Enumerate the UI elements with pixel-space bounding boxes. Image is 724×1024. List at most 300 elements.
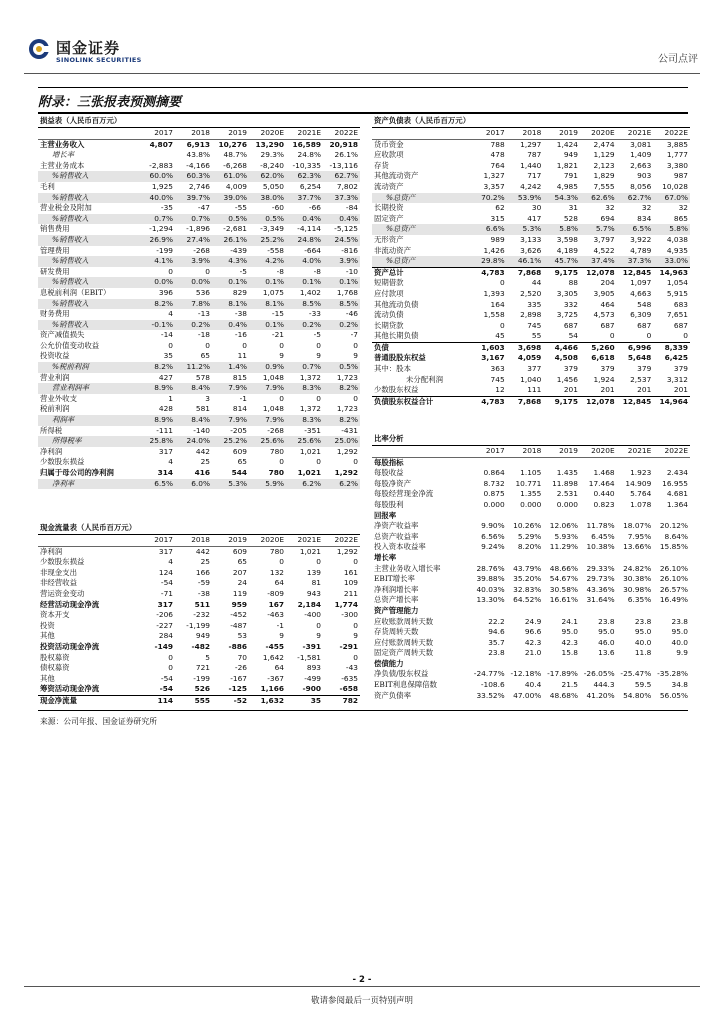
row-value bbox=[507, 553, 544, 564]
row-value: 1.468 bbox=[593, 468, 615, 478]
row-value: 511 bbox=[194, 599, 210, 609]
row-value: 64 bbox=[274, 663, 284, 673]
row-label: 现金净流量 bbox=[38, 695, 138, 706]
row-value: 14,963 bbox=[653, 267, 690, 278]
row-value: -4,114 bbox=[297, 224, 321, 234]
table-row bbox=[372, 606, 690, 617]
row-value: 1,040 bbox=[520, 374, 542, 384]
row-value: 16.49% bbox=[659, 595, 688, 605]
row-value: 6.0% bbox=[175, 479, 212, 490]
row-value: 687 bbox=[637, 320, 652, 330]
row-label: 息税前利润（EBIT） bbox=[40, 287, 111, 297]
row-label: 应收账款周转天数 bbox=[374, 616, 434, 626]
row-value: -227 bbox=[156, 620, 173, 630]
row-value: -199 bbox=[193, 673, 210, 683]
row-value: 24.8% bbox=[286, 235, 323, 246]
row-label: 其他流动资产 bbox=[374, 171, 419, 181]
year-header-blank bbox=[372, 446, 470, 458]
row-value: 0.864 bbox=[483, 468, 505, 478]
row-value: 427 bbox=[158, 372, 173, 382]
row-value: 2,746 bbox=[188, 181, 210, 191]
row-value: -111 bbox=[156, 425, 173, 435]
row-value: 6,254 bbox=[299, 181, 321, 191]
row-value: 7,868 bbox=[507, 396, 544, 407]
row-value: 14,964 bbox=[653, 396, 690, 407]
row-value: 3,725 bbox=[556, 310, 578, 320]
row-value: 780 bbox=[269, 546, 284, 556]
row-value: 16.61% bbox=[549, 595, 578, 605]
row-label: 长期投资 bbox=[374, 203, 404, 213]
row-value: 0.5% bbox=[323, 362, 360, 373]
year-header-cell: 2017 bbox=[470, 128, 507, 140]
row-value bbox=[507, 606, 544, 617]
row-label: %总资产 bbox=[372, 256, 470, 267]
table-row bbox=[38, 277, 360, 288]
row-value: 109 bbox=[343, 578, 358, 588]
row-value: 1,372 bbox=[299, 372, 321, 382]
row-value: 46.0 bbox=[598, 637, 615, 647]
table-row bbox=[372, 256, 690, 267]
row-value: 0 bbox=[279, 557, 284, 567]
row-label: 少数股东损益 bbox=[40, 457, 85, 467]
row-value: 903 bbox=[637, 171, 652, 181]
row-label: 应收款项 bbox=[374, 150, 404, 160]
row-value: 683 bbox=[673, 299, 688, 309]
table-row bbox=[372, 375, 690, 386]
row-label: 存货 bbox=[374, 160, 389, 170]
table-row bbox=[38, 578, 360, 589]
row-value: 4,573 bbox=[593, 310, 615, 320]
row-value: 114 bbox=[138, 695, 175, 706]
row-value: -54 bbox=[159, 684, 173, 694]
row-value: 0 bbox=[205, 340, 210, 350]
row-value: 0 bbox=[353, 557, 358, 567]
row-value: 893 bbox=[306, 663, 321, 673]
row-value: 1,327 bbox=[483, 171, 505, 181]
year-header-cell: 2019 bbox=[212, 535, 249, 547]
row-label: 利润率 bbox=[38, 415, 138, 426]
row-value: -38 bbox=[234, 309, 247, 319]
row-value: 989 bbox=[490, 234, 505, 244]
appendix-title: 附录：三张报表预测摘要 bbox=[38, 95, 182, 110]
row-value: 0 bbox=[353, 457, 358, 467]
row-value: 6.56% bbox=[481, 531, 505, 541]
row-value: -17.89% bbox=[547, 669, 578, 679]
row-value: 943 bbox=[306, 588, 321, 598]
row-value: -108.6 bbox=[480, 680, 505, 690]
table-row bbox=[38, 589, 360, 600]
row-value: 1 bbox=[168, 393, 173, 403]
row-value: 0 bbox=[316, 393, 321, 403]
row-value: 24.8% bbox=[297, 150, 321, 160]
table-row bbox=[372, 489, 690, 500]
row-value: 6.35% bbox=[627, 595, 652, 605]
row-value: 8.5% bbox=[323, 299, 360, 310]
row-label: 每股净资产 bbox=[374, 478, 411, 488]
row-value: 62.6% bbox=[580, 193, 617, 204]
row-value: -38 bbox=[197, 588, 210, 598]
row-value: -5 bbox=[313, 330, 321, 340]
row-value: 3,380 bbox=[666, 160, 688, 170]
row-value: 1,558 bbox=[483, 310, 505, 320]
table-row bbox=[372, 691, 690, 702]
row-value: 444.3 bbox=[593, 680, 615, 690]
row-value: 5.8% bbox=[653, 224, 690, 235]
row-label: 每股指标 bbox=[374, 457, 404, 467]
row-value: 377 bbox=[527, 364, 542, 374]
year-header-row bbox=[372, 446, 690, 458]
row-value: -25.47% bbox=[620, 669, 652, 679]
row-value: 4,935 bbox=[666, 245, 688, 255]
table-row bbox=[38, 468, 360, 479]
table-row bbox=[38, 193, 360, 204]
row-value: -1,294 bbox=[149, 224, 173, 234]
table-row bbox=[38, 610, 360, 621]
row-label: 管理费用 bbox=[40, 245, 70, 255]
table-row bbox=[38, 161, 360, 172]
table-row bbox=[372, 585, 690, 596]
row-value bbox=[653, 511, 690, 522]
row-value: 12,845 bbox=[617, 267, 654, 278]
row-value: 949 bbox=[563, 150, 578, 160]
row-value: 4.0% bbox=[286, 256, 323, 267]
row-value: 1.355 bbox=[520, 489, 542, 499]
row-value: 201 bbox=[600, 385, 615, 395]
table-row bbox=[38, 288, 360, 299]
year-header-cell: 2017 bbox=[138, 128, 175, 140]
table-row bbox=[38, 224, 360, 235]
row-value: 317 bbox=[158, 446, 173, 456]
row-value: 8.3% bbox=[286, 383, 323, 394]
row-label: 其他 bbox=[40, 673, 55, 683]
table-row bbox=[372, 289, 690, 300]
row-value: 0 bbox=[168, 266, 173, 276]
table-caption-row bbox=[38, 521, 360, 535]
row-value: 363 bbox=[490, 364, 505, 374]
row-value: 1,292 bbox=[336, 446, 358, 456]
row-label: %销售收入 bbox=[38, 193, 138, 204]
row-value: 45 bbox=[495, 331, 505, 341]
row-value: -1 bbox=[239, 393, 247, 403]
table-row bbox=[372, 648, 690, 659]
row-label: 未分配利润 bbox=[406, 374, 443, 384]
row-label: 投资收益 bbox=[40, 351, 70, 361]
row-value: 34.8 bbox=[671, 680, 688, 690]
row-label: 固定资产 bbox=[374, 213, 404, 223]
table-row bbox=[372, 353, 690, 364]
table-row bbox=[372, 267, 690, 278]
row-value: -431 bbox=[341, 425, 358, 435]
row-value: -367 bbox=[267, 673, 284, 683]
page-number: - 2 - bbox=[352, 975, 372, 985]
table-row bbox=[372, 521, 690, 532]
table-row bbox=[372, 331, 690, 342]
row-value: 139 bbox=[306, 567, 321, 577]
row-value: 5,915 bbox=[666, 288, 688, 298]
row-label: 普通股股东权益 bbox=[374, 353, 426, 363]
row-value: 694 bbox=[600, 213, 615, 223]
row-value: -658 bbox=[339, 684, 358, 694]
row-label: %销售收入 bbox=[38, 299, 138, 310]
row-label: 净利润 bbox=[40, 546, 63, 556]
row-value: 0 bbox=[499, 278, 505, 288]
row-label: 固定资产周转天数 bbox=[374, 648, 434, 658]
table-row bbox=[38, 663, 360, 674]
row-value: 314 bbox=[157, 468, 173, 477]
row-value: 10.771 bbox=[515, 478, 542, 488]
logo-chinese-name: 国金证券 bbox=[56, 39, 121, 57]
row-value: 9 bbox=[316, 351, 321, 361]
row-value: 379 bbox=[673, 364, 688, 374]
row-value: -199 bbox=[156, 245, 173, 255]
year-header-cell: 2020E bbox=[580, 128, 617, 140]
row-value: 578 bbox=[195, 372, 210, 382]
table-row bbox=[38, 150, 360, 161]
row-value: 24.5% bbox=[323, 235, 360, 246]
row-value: 379 bbox=[637, 364, 652, 374]
row-value bbox=[470, 457, 507, 468]
table-row bbox=[372, 161, 690, 172]
row-value: 0 bbox=[205, 266, 210, 276]
row-value: 787 bbox=[527, 150, 542, 160]
row-label: EBIT增长率 bbox=[374, 574, 415, 584]
row-label: 净利润增长率 bbox=[374, 584, 419, 594]
row-value: 43.79% bbox=[513, 563, 542, 573]
row-value: -12.18% bbox=[510, 669, 542, 679]
row-value: -5,125 bbox=[334, 224, 358, 234]
row-value: 62.7% bbox=[617, 193, 654, 204]
row-value: 7.9% bbox=[212, 415, 249, 426]
row-value: -24.77% bbox=[473, 669, 505, 679]
table-row bbox=[372, 532, 690, 543]
row-label: 存货周转天数 bbox=[374, 627, 419, 637]
row-value: 37.3% bbox=[617, 256, 654, 267]
table-row bbox=[372, 321, 690, 332]
row-value: 478 bbox=[490, 150, 505, 160]
row-value: 48.7% bbox=[223, 150, 247, 160]
row-value: 45.7% bbox=[543, 256, 580, 267]
row-value: 30 bbox=[531, 203, 542, 213]
ratio-analysis-table bbox=[372, 432, 690, 701]
row-value: 13.66% bbox=[623, 542, 652, 552]
row-label: 所得税 bbox=[40, 425, 63, 435]
row-value: 8,056 bbox=[630, 181, 652, 191]
table-row bbox=[372, 511, 690, 522]
table-row bbox=[372, 235, 690, 246]
row-value: -3,349 bbox=[260, 224, 284, 234]
report-header bbox=[28, 36, 698, 70]
row-value: 3,357 bbox=[483, 181, 505, 191]
row-value: 335 bbox=[527, 299, 542, 309]
row-value bbox=[617, 659, 654, 670]
row-value: 5.3% bbox=[507, 224, 544, 235]
row-value: 581 bbox=[195, 404, 210, 414]
balance-sheet-table bbox=[372, 114, 690, 407]
row-value: 0 bbox=[646, 331, 652, 341]
row-label: 营业利润率 bbox=[38, 383, 138, 394]
row-value bbox=[617, 606, 654, 617]
row-value: 11.29% bbox=[549, 542, 578, 552]
row-value: 8.64% bbox=[664, 531, 688, 541]
row-label: 营业税金及附加 bbox=[40, 203, 92, 213]
row-value: 2.434 bbox=[666, 468, 688, 478]
row-value: 0.1% bbox=[323, 277, 360, 288]
row-value: 0.0% bbox=[138, 277, 175, 288]
table-row bbox=[38, 600, 360, 611]
row-value: 5 bbox=[205, 652, 210, 662]
row-value: 788 bbox=[490, 139, 505, 149]
row-value: 2,537 bbox=[630, 374, 652, 384]
row-value: 6.45% bbox=[591, 531, 615, 541]
row-value: 949 bbox=[195, 631, 210, 641]
row-value: -8,240 bbox=[260, 160, 284, 170]
row-value: 6.5% bbox=[138, 479, 175, 490]
row-value: 11.898 bbox=[552, 478, 578, 488]
row-value: 1,021 bbox=[297, 468, 321, 477]
row-value: 1,292 bbox=[336, 546, 358, 556]
row-label: 净利润 bbox=[40, 446, 63, 456]
row-value: 26.57% bbox=[659, 584, 688, 594]
table-caption: 现金流量表（人民币百万元） bbox=[38, 521, 360, 535]
row-value: 0 bbox=[168, 663, 173, 673]
row-label: %销售收入 bbox=[38, 277, 138, 288]
row-value: 8.2% bbox=[323, 415, 360, 426]
row-value: 21.5 bbox=[561, 680, 578, 690]
table-row bbox=[38, 695, 360, 706]
row-value: 0 bbox=[279, 457, 284, 467]
row-value: 1.923 bbox=[630, 468, 652, 478]
row-value: -482 bbox=[191, 641, 210, 651]
row-label: 资本开支 bbox=[40, 610, 70, 620]
row-label: %总资产 bbox=[372, 224, 470, 235]
row-value: 3,312 bbox=[666, 374, 688, 384]
row-value: 14.909 bbox=[625, 478, 652, 488]
table-row bbox=[372, 627, 690, 638]
source-note: 来源：公司年报、国金证券研究所 bbox=[40, 717, 157, 726]
row-value: 40.4 bbox=[524, 680, 542, 690]
row-value: -66 bbox=[308, 203, 321, 213]
row-value: 62.7% bbox=[323, 171, 360, 182]
row-value: 1,642 bbox=[262, 652, 284, 662]
row-value bbox=[653, 553, 690, 564]
year-header-cell: 2019 bbox=[543, 128, 580, 140]
row-label: 应付账款周转天数 bbox=[374, 637, 434, 647]
row-value: 7,868 bbox=[507, 267, 544, 278]
year-header-cell: 2017 bbox=[470, 446, 507, 458]
row-label: 资产减值损失 bbox=[40, 330, 85, 340]
row-value: 3,081 bbox=[630, 139, 652, 149]
row-value: 25.6% bbox=[249, 436, 286, 447]
row-value: 0.000 bbox=[556, 499, 578, 509]
row-value: 3,167 bbox=[481, 353, 505, 363]
row-value: 3,922 bbox=[630, 234, 652, 244]
row-value: 4.1% bbox=[138, 256, 175, 267]
row-value: -886 bbox=[228, 641, 247, 651]
table-row bbox=[38, 415, 360, 426]
row-value: -487 bbox=[230, 620, 247, 630]
table-row bbox=[38, 351, 360, 362]
row-value: 9.9 bbox=[676, 648, 688, 658]
row-label: 少数股东损益 bbox=[40, 557, 85, 567]
year-header-cell: 2018 bbox=[175, 535, 212, 547]
row-value: 1,292 bbox=[334, 468, 358, 477]
row-value: -71 bbox=[160, 588, 173, 598]
row-value bbox=[507, 511, 544, 522]
row-label: %销售收入 bbox=[38, 214, 138, 225]
row-value: -351 bbox=[304, 425, 321, 435]
row-value: 814 bbox=[232, 404, 247, 414]
row-value: -14 bbox=[160, 330, 173, 340]
row-label: 非经营收益 bbox=[40, 578, 77, 588]
row-value: -400 bbox=[304, 610, 321, 620]
year-header-cell: 2022E bbox=[323, 535, 360, 547]
year-header-cell: 2020E bbox=[580, 446, 617, 458]
row-value: 9 bbox=[279, 351, 284, 361]
row-value: 442 bbox=[195, 546, 210, 556]
table-row bbox=[38, 642, 360, 653]
row-value: 88 bbox=[568, 278, 578, 288]
row-label: 财务费用 bbox=[40, 309, 70, 319]
row-value: 26.10% bbox=[659, 574, 688, 584]
table-row bbox=[38, 674, 360, 685]
table-row bbox=[372, 659, 690, 670]
row-value: 29.8% bbox=[470, 256, 507, 267]
row-value: 987 bbox=[673, 171, 688, 181]
table-row bbox=[372, 595, 690, 606]
row-value: 815 bbox=[232, 372, 247, 382]
row-label: %税前利润 bbox=[38, 362, 138, 373]
row-value: 7.9% bbox=[249, 415, 286, 426]
row-value bbox=[543, 606, 580, 617]
table-row bbox=[372, 479, 690, 490]
row-value: 1,440 bbox=[520, 160, 542, 170]
table-row bbox=[38, 568, 360, 579]
row-label: 资产总计 bbox=[372, 267, 470, 278]
income-statement-table bbox=[38, 114, 360, 489]
table-row bbox=[38, 426, 360, 437]
row-value: 9 bbox=[353, 351, 358, 361]
row-value: 5.3% bbox=[212, 479, 249, 490]
table-row bbox=[38, 171, 360, 182]
table-row bbox=[372, 214, 690, 225]
row-value: 44 bbox=[531, 278, 542, 288]
row-value: 0 bbox=[279, 393, 284, 403]
logo-english-name: SINOLINK SECURITIES bbox=[56, 56, 142, 64]
table-row bbox=[372, 278, 690, 289]
row-value: 284 bbox=[158, 631, 173, 641]
row-value: -52 bbox=[212, 695, 249, 706]
header-divider bbox=[24, 73, 700, 74]
row-value: 379 bbox=[563, 364, 578, 374]
row-value: 0 bbox=[168, 652, 173, 662]
row-value: 8.732 bbox=[483, 478, 505, 488]
row-value: 0.4% bbox=[286, 214, 323, 225]
table-row bbox=[38, 362, 360, 373]
row-value: 687 bbox=[563, 320, 578, 330]
row-value: 59.5 bbox=[634, 680, 652, 690]
row-value: -13 bbox=[197, 309, 210, 319]
row-value: 4,783 bbox=[470, 396, 507, 407]
row-value: -635 bbox=[341, 673, 358, 683]
row-value: 3.9% bbox=[175, 256, 212, 267]
table-row bbox=[372, 574, 690, 585]
row-value: 464 bbox=[600, 299, 615, 309]
row-value bbox=[580, 457, 617, 468]
row-value: 21.0 bbox=[524, 648, 542, 658]
row-value bbox=[470, 659, 507, 670]
footer-disclaimer: 敬请参阅最后一页特别声明 bbox=[310, 996, 413, 1006]
row-value: 24.0% bbox=[175, 436, 212, 447]
